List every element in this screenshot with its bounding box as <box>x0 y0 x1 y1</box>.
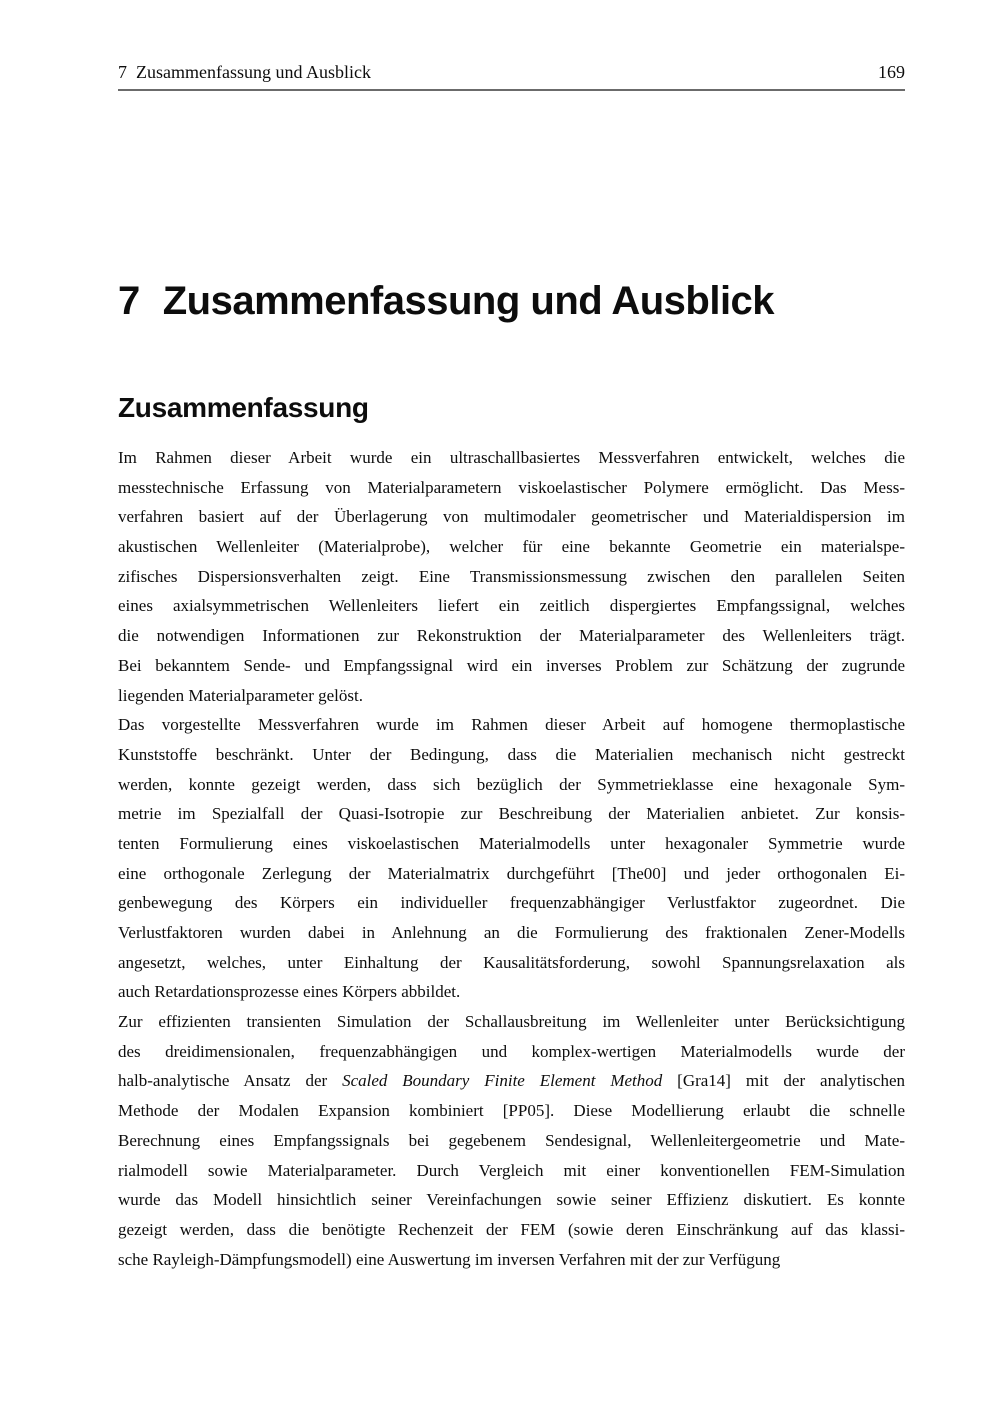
text-line <box>118 1156 905 1186</box>
chapter-heading <box>118 279 905 323</box>
text-line <box>118 918 905 948</box>
text-line <box>118 651 905 681</box>
text-segment: werden, konnte gezeigt werden, dass sich bezüglich der Symmetrieklasse eine hexagonale Sym- <box>118 774 905 794</box>
text-segment: messtechnische Erfassung von Materialparametern viskoelastischer Polymere ermöglicht. Das Mess- <box>118 477 905 497</box>
text-segment: die notwendigen Informationen zur Rekonstruktion der Materialparameter des Wellenleiters trägt. <box>118 626 905 646</box>
page-number: 169 <box>878 62 905 82</box>
text-segment: Methode der Modalen Expansion kombiniert [PP05]. Diese Modellierung erlaubt die schnelle <box>118 1101 905 1121</box>
text-segment: zifisches Dispersionsverhalten zeigt. Eine Transmissionsmessung zwischen den parallelen Seiten <box>118 566 905 586</box>
text-line <box>118 740 905 770</box>
text-line <box>118 532 905 562</box>
text-line <box>118 473 905 503</box>
text-segment: wurde das Modell hinsichtlich seiner Vereinfachungen sowie seiner Effizienz diskutiert. Es konnte <box>118 1190 905 1210</box>
text-segment: auch Retardationsprozesse eines Körpers abbildet. <box>118 982 461 1002</box>
text-line <box>118 1245 905 1275</box>
text-segment: Das vorgestellte Messverfahren wurde im Rahmen dieser Arbeit auf homogene thermoplastische <box>118 715 905 735</box>
text-segment: Zur effizienten transienten Simulation der Schallausbreitung im Wellenleiter unter Berücksichtigung <box>118 1012 905 1032</box>
section-heading: Zusammenfassung <box>118 392 369 424</box>
text-line <box>118 948 905 978</box>
text-line <box>118 1126 905 1156</box>
text-segment: angesetzt, welches, unter Einhaltung der Kausalitätsforderung, sowohl Spannungsrelaxation als <box>118 952 905 972</box>
paragraph <box>118 1007 905 1274</box>
text-line <box>118 1096 905 1126</box>
text-segment: [Gra14] mit der analytischen <box>662 1071 905 1091</box>
text-line <box>118 1037 905 1067</box>
text-segment: metrie im Spezialfall der Quasi-Isotropie zur Beschreibung der Materialien anbietet. Zur konsis- <box>118 804 905 824</box>
text-segment: Im Rahmen dieser Arbeit wurde ein ultraschallbasiertes Messverfahren entwickelt, welches die <box>118 448 905 467</box>
chapter-number: 7 <box>118 278 140 323</box>
text-line <box>118 770 905 800</box>
text-line <box>118 591 905 621</box>
text-segment: akustischen Wellenleiter (Materialprobe), welcher für eine bekannte Geometrie ein materialspe- <box>118 537 905 557</box>
text-line <box>118 1185 905 1215</box>
text-segment: Kunststoffe beschränkt. Unter der Bedingung, dass die Materialien mechanisch nicht gestreckt <box>118 744 905 764</box>
text-line <box>118 1215 905 1245</box>
running-header-chapter-label: Zusammenfassung und Ausblick <box>136 62 371 82</box>
text-line <box>118 888 905 918</box>
text-line <box>118 799 905 829</box>
text-segment: verfahren basiert auf der Überlagerung von multimodaler geometrischer und Materialdispersion im <box>118 507 905 527</box>
chapter-title: Zusammenfassung und Ausblick <box>162 278 775 323</box>
text-segment: rialmodell sowie Materialparameter. Durch Vergleich mit einer konventionellen FEM-Simulation <box>118 1160 905 1180</box>
running-header-title <box>118 60 371 84</box>
text-line <box>118 1007 905 1037</box>
text-line <box>118 681 905 711</box>
text-line <box>118 562 905 592</box>
text-line <box>118 710 905 740</box>
text-segment: genbewegung des Körpers ein individueller frequenzabhängiger Verlustfaktor zugeordnet. Die <box>118 893 905 913</box>
text-segment: Verlustfaktoren wurden dabei in Anlehnung an die Formulierung des fraktionalen Zener-Modells <box>118 923 905 942</box>
text-line <box>118 977 905 1007</box>
text-segment: halb-analytische Ansatz der <box>118 1071 343 1091</box>
running-header <box>118 60 905 91</box>
text-segment: gezeigt werden, dass die benötigte Rechenzeit der FEM (sowie deren Einschränkung auf das klassi- <box>118 1219 905 1239</box>
text-line <box>118 502 905 532</box>
text-segment: Bei bekanntem Sende- und Empfangssignal wird ein inverses Problem zur Schätzung der zugrunde <box>118 655 905 675</box>
running-header-chapter-number: 7 <box>118 62 127 82</box>
text-segment: tenten Formulierung eines viskoelastischen Materialmodells unter hexagonaler Symmetrie wurde <box>118 833 905 853</box>
paragraph <box>118 443 905 710</box>
text-segment: liegenden Materialparameter gelöst. <box>118 685 363 705</box>
text-line <box>118 621 905 651</box>
text-segment: des dreidimensionalen, frequenzabhängigen und komplex-wertigen Materialmodells wurde der <box>118 1041 905 1061</box>
text-line <box>118 859 905 889</box>
text-segment: sche Rayleigh-Dämpfungsmodell) eine Auswertung im inversen Verfahren mit der zur Verfügung <box>118 1249 781 1269</box>
paragraph <box>118 710 905 1007</box>
text-segment: eines axialsymmetrischen Wellenleiters liefert ein zeitlich dispergiertes Empfangssignal, welches <box>118 596 905 616</box>
page-body <box>118 443 905 1274</box>
text-line <box>118 829 905 859</box>
text-segment: eine orthogonale Zerlegung der Materialmatrix durchgeführt [The00] und jeder orthogonalen Ei- <box>118 863 905 883</box>
text-line <box>118 443 905 473</box>
text-line <box>118 1066 905 1096</box>
italic-text-segment: Scaled Boundary Finite Element Method <box>342 1071 663 1091</box>
text-segment: Berechnung eines Empfangssignals bei gegebenem Sendesignal, Wellenleitergeometrie und Mate- <box>118 1130 905 1150</box>
